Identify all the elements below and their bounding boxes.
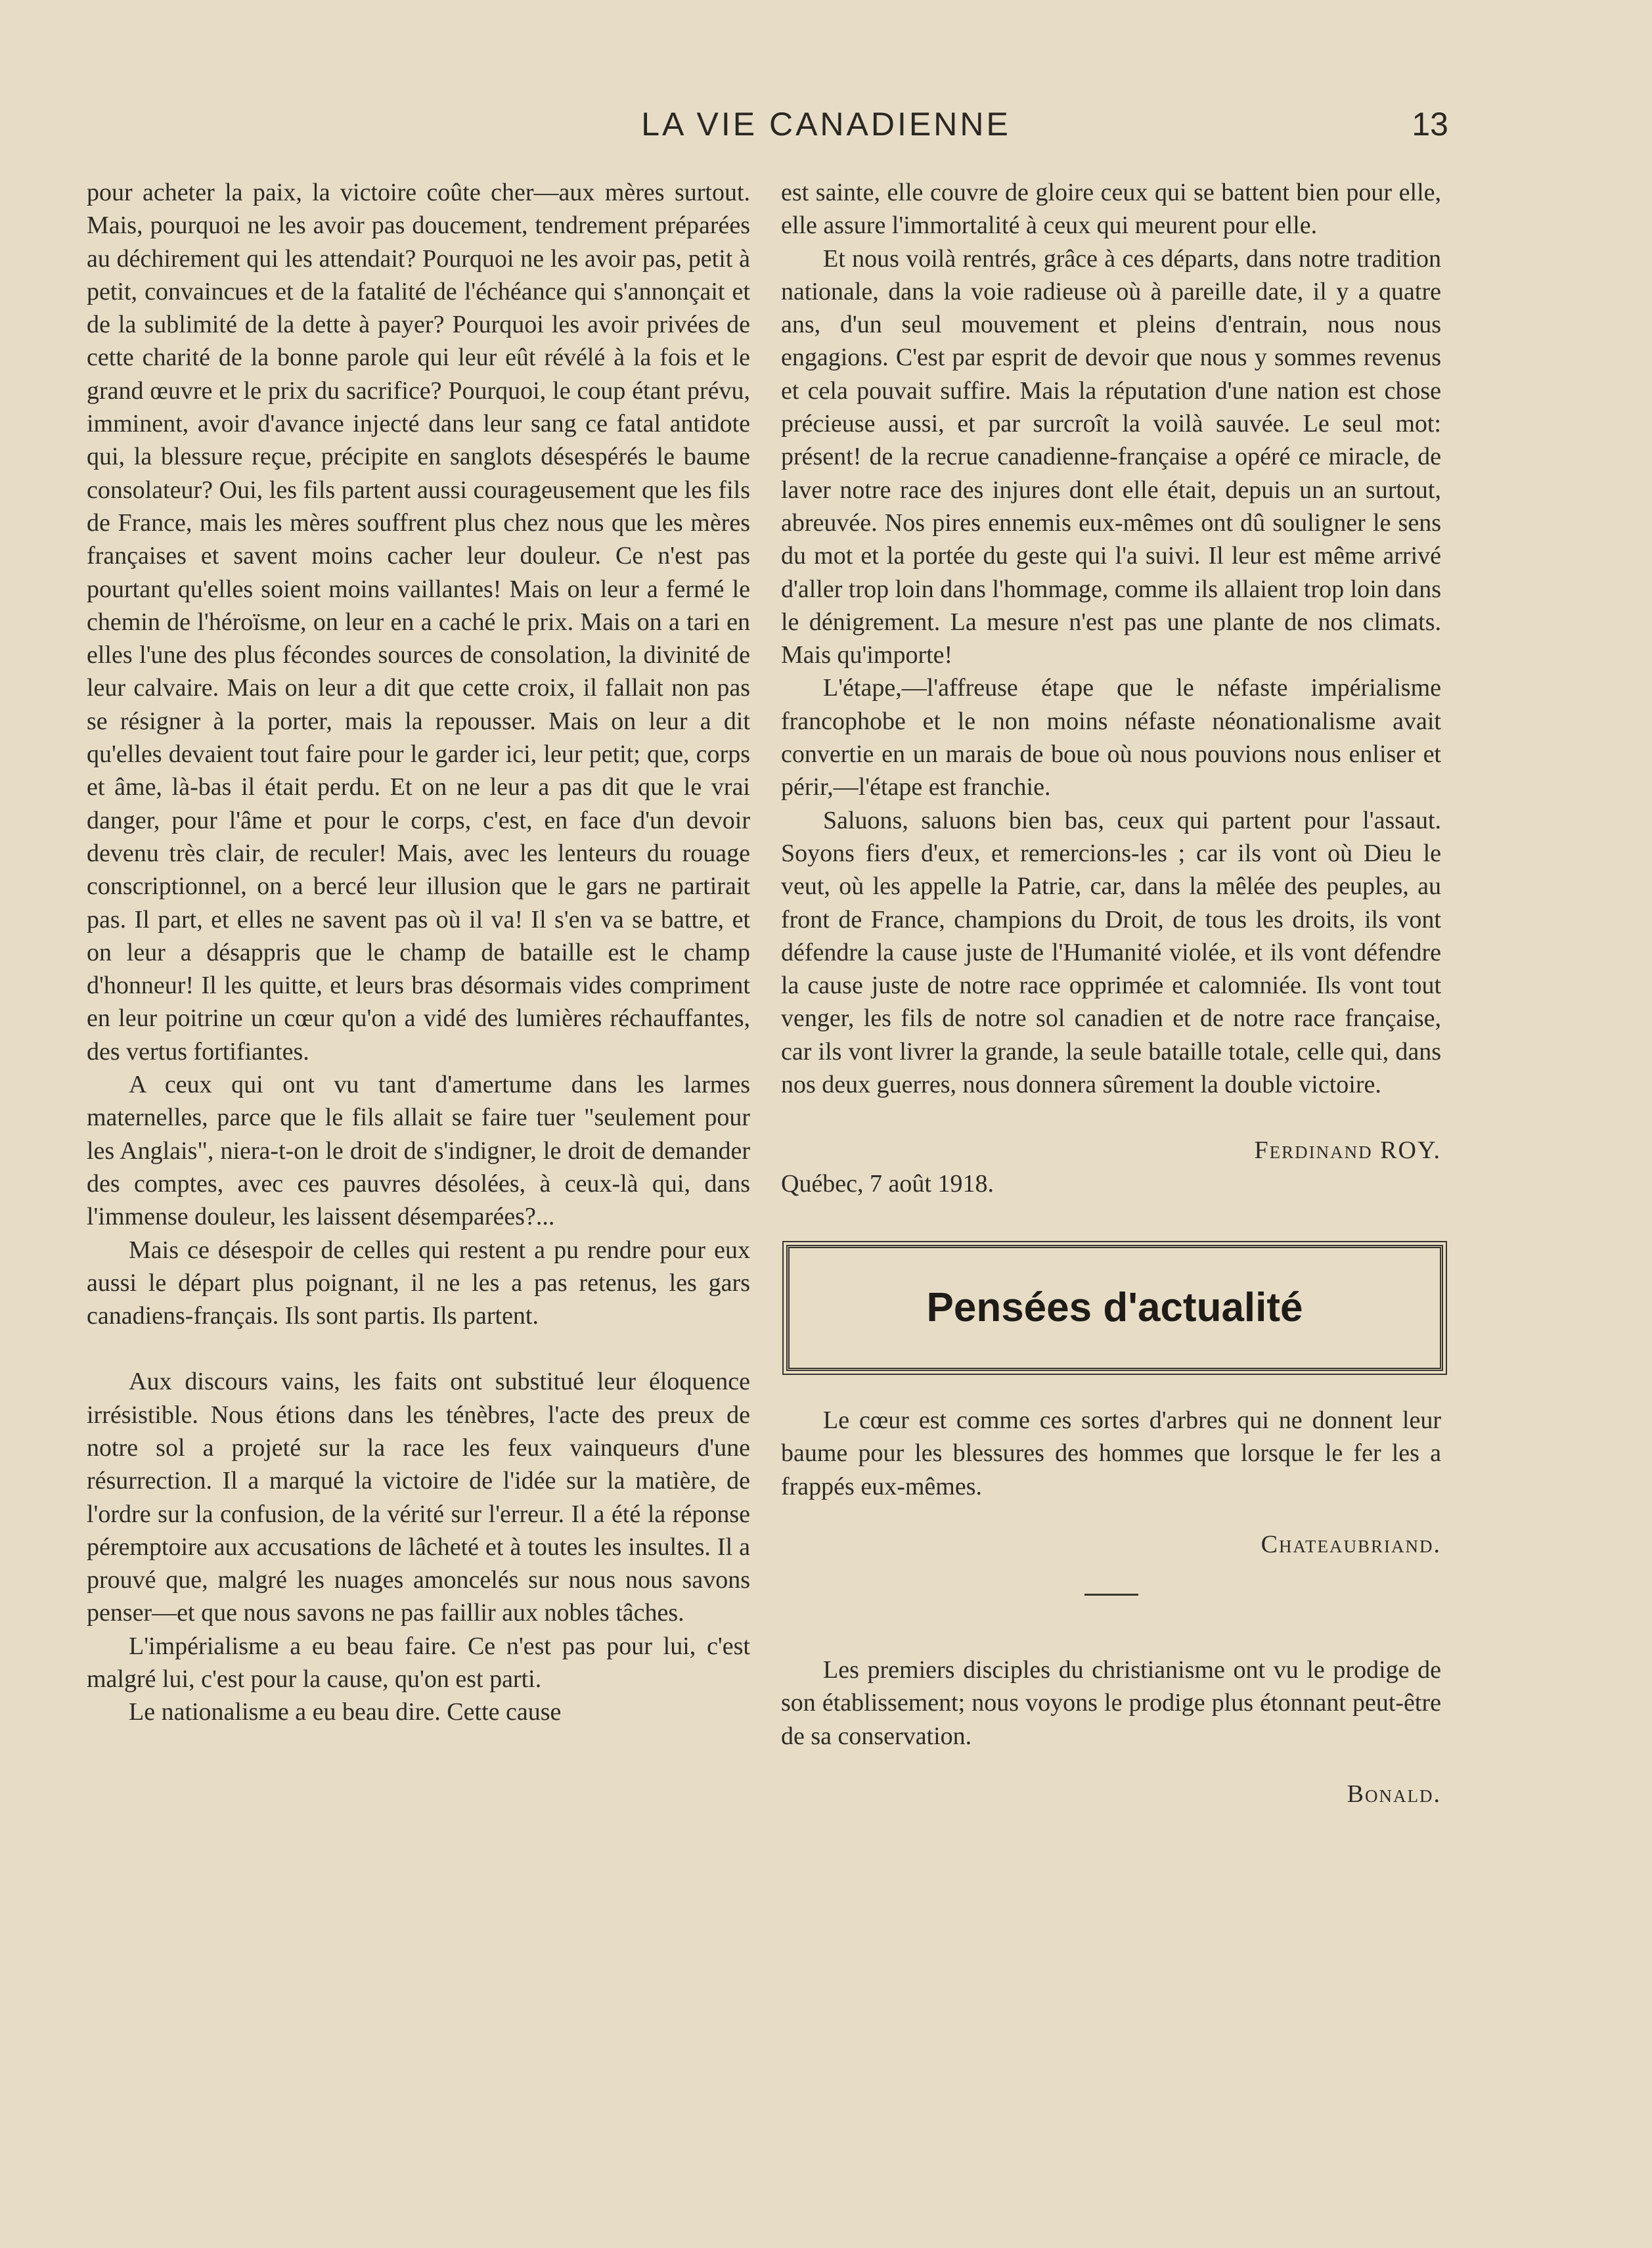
quote-author: Chateaubriand.	[1261, 1530, 1441, 1558]
section-gap	[87, 1332, 750, 1365]
running-header	[0, 105, 1652, 151]
spacer	[781, 1561, 1441, 1594]
spacer	[781, 1753, 1441, 1778]
right-column	[781, 176, 1441, 1810]
quotation: Le cœur est comme ces sortes d'arbres qui ne donnent leur baume pour les blessures des hommes que lorsque le fer les a frappés eux-mêmes.	[781, 1406, 1441, 1500]
left-column	[87, 176, 750, 1729]
paragraph: A ceux qui ont vu tant d'amertume dans les larmes maternelles, parce que le fils allait se faire tuer "seulement pour les Anglais", niera-t-on le droit de s'indigner, le droit de demander des comptes, avec ces pauvres désolées, à ceux-là qui, dans l'immense douleur, les laissent désemparées?...	[87, 1071, 750, 1231]
quote-author: Bonald.	[1347, 1780, 1441, 1808]
spacer	[781, 1629, 1441, 1653]
paragraph: Saluons, saluons bien bas, ceux qui partent pour l'assaut. Soyons fiers d'eux, et remercions-les ; car ils vont où Dieu le veut, où les appelle la Patrie, car, dans la mêlée des peuples, au front de France, champions du Droit, de tous les droits, ils vont défendre la cause juste de l'Humanité violée, et ils vont défendre la cause juste de notre race opprimée et calomniée. Ils vont tout venger, les fils de notre sol canadien et de notre race française, car ils vont livrer la grande, la seule bataille totale, celle qui, dans nos deux guerres, nous donnera sûrement la double victoire.	[781, 806, 1441, 1099]
paragraph: Aux discours vains, les faits ont substitué leur éloquence irrésistible. Nous étions dans les ténèbres, l'acte des preux de notre sol a projeté sur la race les feux vainqueurs d'une résurrection. Il a marqué la victoire de l'idée sur la matière, de l'ordre sur la confusion, de la vérité sur l'erreur. Il a été la réponse péremptoire aux accusations de lâcheté et à toutes les insultes. Il a prouvé que, malgré les nuages amoncelés sur nous nous savons penser—et que nous savons ne pas faillir aux nobles tâches.	[87, 1368, 750, 1627]
paragraph: Le nationalisme a eu beau dire. Cette cause	[129, 1698, 562, 1726]
paragraph: Et nous voilà rentrés, grâce à ces départs, dans notre tradition nationale, dans la voie radieuse où à pareille date, il y a quatre ans, d'un seul mouvement et pleins d'entrain, nous nous engagions. C'est par esprit de devoir que nous y sommes revenus et cela pouvait suffire. Mais la réputation d'une nation est chose précieuse aussi, et par surcroît la voilà sauvée. Le seul mot: présent! de la recrue canadienne-française a opéré ce miracle, de laver notre race des injures dont elle était, depuis un an surtout, abreuvée. Nos pires ennemis eux-mêmes ont dû souligner le sens du mot et la portée du geste qui l'a suivi. Il leur est même arrivé d'aller trop loin dans l'hommage, comme ils allaient trop loin dans le dénigrement. La mesure n'est pas une plante de nos climats. Mais qu'importe!	[781, 244, 1441, 669]
spacer	[781, 1503, 1441, 1528]
page-number: 13	[1412, 106, 1448, 143]
paragraph: L'impérialisme a eu beau faire. Ce n'est pas pour lui, c'est malgré lui, c'est pour la cause, qu'on est parti.	[87, 1632, 750, 1694]
paragraph: pour acheter la paix, la victoire coûte cher—aux mères surtout. Mais, pourquoi ne les avoir pas doucement, tendrement préparées au déchirement qui les attendait? Pourquoi ne les avoir pas, petit à petit, convaincues et de la fatalité de l'échéance qui s'annonçait et de la sublimité de la dette à payer? Pourquoi les avoir privées de cette charité de la bonne parole qui leur eût révélé à la fois et le grand œuvre et le prix du sacrifice? Pourquoi, le coup étant prévu, imminent, avoir d'avance injecté dans leur sang ce fatal antidote qui, la blessure reçue, précipite en sanglots désespérés le baume consolateur? Oui, les fils partent aussi courageusement que les fils de France, mais les mères souffrent plus chez nous que les mères françaises et savent moins cacher leur douleur. Ce n'est pas pourtant qu'elles soient moins vaillantes! Mais on leur a fermé le chemin de l'héroïsme, on leur en a caché le prix. Mais on a tari en elles l'une des plus fécondes sources de consolation, la divinité de leur calvaire. Mais on leur a dit que cette croix, il fallait non pas se résigner à la porter, mais la repousser. Mais on leur a dit qu'elles devaient tout faire pour le garder ici, leur petit; que, corps et âme, là-bas il était perdu. Et on ne leur a pas dit que le vrai danger, pour l'âme et pour le corps, c'est, en face d'un devoir devenu très clair, de reculer! Mais, avec les lenteurs du rouage conscriptionnel, on a bercé leur illusion que le gars ne partirait pas. Il part, et elles ne savent pas où il va! Il s'en va se battre, et on leur a désappris que le champ de bataille est le champ d'honneur! Il les quitte, et leurs bras désormais vides compriment en leur poitrine un cœur qu'on a vidé des lumières réchauffantes, des vertus fortifiantes.	[87, 179, 750, 1066]
dateline: Québec, 7 août 1918.	[781, 1169, 994, 1198]
section-gap	[781, 1371, 1441, 1404]
quotation: Les premiers disciples du christianisme ont vu le prodige de son établissement; nous voyons le prodige plus étonnant peut-être de sa conservation.	[781, 1656, 1441, 1750]
section-title: Pensées d'actualité	[926, 1284, 1303, 1330]
paragraph: est sainte, elle couvre de gloire ceux qui se battent bien pour elle, elle assure l'immortalité à ceux qui meurent pour elle.	[781, 179, 1441, 240]
section-gap	[781, 1101, 1441, 1134]
section-title-box	[786, 1245, 1443, 1371]
spacer	[781, 1596, 1441, 1629]
magazine-title: LA VIE CANADIENNE	[641, 106, 1011, 143]
paragraph: L'étape,—l'affreuse étape que le néfaste impérialisme francophobe et le non moins néfaste néonationalisme avait convertie en un marais de boue où nous pouvions nous enliser et périr,—l'étape est franchie.	[781, 674, 1441, 801]
author-signature: Ferdinand ROY.	[1254, 1136, 1441, 1165]
paragraph: Mais ce désespoir de celles qui restent a pu rendre pour eux aussi le départ plus poignant, il ne les a pas retenus, les gars canadiens-français. Ils sont partis. Ils partent.	[87, 1236, 750, 1330]
